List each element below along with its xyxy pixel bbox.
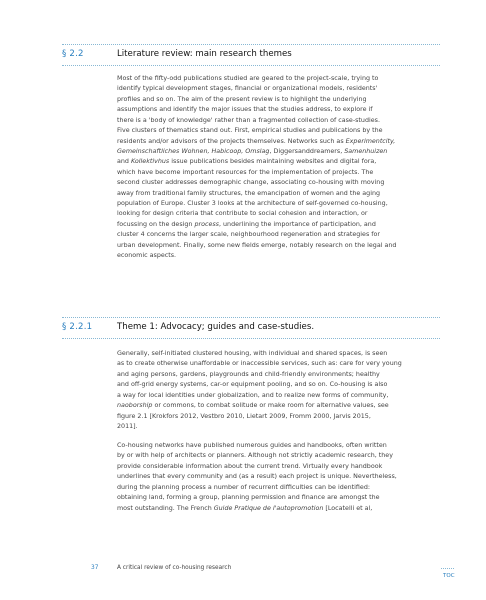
text-run: identify typical development stages, financial or organizational models, residents' — [117, 85, 378, 93]
text-line — [117, 157, 447, 167]
toc-link[interactable]: TOC — [443, 573, 455, 579]
text-run: , Diggersanddreamers, — [269, 147, 345, 155]
text-line — [117, 147, 447, 157]
text-line — [117, 230, 447, 240]
text-line — [117, 493, 447, 503]
text-run: assumptions and identify the major issues that the studies address, to explore if — [117, 106, 373, 114]
text-run: Gemeinschaftliches Wohnen, Habicoop, Omslag — [117, 147, 270, 155]
section-title: Literature review: main research themes — [117, 49, 292, 59]
toc-rule — [441, 568, 454, 569]
text-run: and — [117, 158, 131, 166]
text-run: a way for local identities under globalization, and to realize new forms of community, — [117, 391, 389, 399]
section-2-2-bottom-rule — [62, 65, 440, 66]
text-run: provide considerable information about the current trend. Virtually every handbook — [117, 462, 383, 470]
text-run: obtaining land, forming a group, planning permission and finance are amongst the — [117, 494, 380, 502]
text-run: figure 2.1 [Krokfors 2012, Vestbro 2010, Lietart 2009, Fromm 2000, Jarvis 2015, — [117, 412, 371, 420]
text-line — [117, 126, 447, 136]
text-run: there is a 'body of knowledge' rather than a fragmented collection of case-studies. — [117, 116, 380, 124]
text-line — [117, 84, 447, 94]
text-line — [117, 462, 447, 472]
text-line — [117, 483, 447, 493]
text-run: underlines that every community and (as a result) each project is unique. Nevertheless, — [117, 473, 397, 481]
text-line — [117, 349, 447, 359]
text-run: Samenhuizen — [344, 147, 388, 155]
section-2-2-1-bottom-rule — [62, 338, 440, 339]
text-run: Generally, self-initiated clustered housing, with individual and shared spaces, is seen — [117, 350, 388, 357]
text-line — [117, 412, 447, 422]
text-line — [117, 220, 447, 230]
text-run: profiles and so on. The aim of the present review is to highlight the underlying — [117, 95, 367, 103]
text-line — [117, 105, 447, 115]
text-run: Co-housing networks have published numerous guides and handbooks, often written — [117, 442, 387, 449]
text-line — [117, 168, 447, 178]
text-run: Guide Pratique de l'autopromotion — [213, 504, 324, 512]
section-2-2-1-paragraph-1 — [117, 349, 447, 432]
text-line — [117, 95, 447, 105]
text-line — [117, 178, 447, 188]
text-run: and aging persons, gardens, playgrounds and child-friendly environments; healthy — [117, 370, 380, 378]
text-run: economic aspects. — [117, 252, 177, 260]
text-line — [117, 137, 447, 147]
text-run: as to create otherwise unaffordable or inaccessible services, such as: care for very young — [117, 360, 402, 368]
text-line — [117, 472, 447, 482]
text-line — [117, 504, 447, 514]
text-line — [117, 74, 447, 84]
text-line — [117, 241, 447, 251]
section-2-2-1-paragraph-2 — [117, 441, 447, 514]
text-run: Kollektivhus — [130, 158, 170, 166]
text-line — [117, 370, 447, 380]
text-run: 2011]. — [117, 422, 138, 430]
text-run: residents and/or advisors of the projects themselves. Networks such as — [117, 137, 346, 145]
text-run: which have become important resources for the implementation of projects. The — [117, 168, 374, 176]
subsection-number: § 2.2.1 — [62, 322, 93, 332]
text-run: issue publications besides maintaining websites and digital fora, — [169, 158, 377, 166]
text-run: process — [194, 220, 219, 228]
section-2-2-paragraph — [117, 74, 447, 262]
text-line — [117, 189, 447, 199]
subsection-title: Theme 1: Advocacy; guides and case-studies. — [117, 322, 315, 332]
text-run: cluster 4 concerns the larger scale, neighbourhood regeneration and strategies for — [117, 231, 381, 239]
text-run: and off-grid energy systems, car-or equipment pooling, and so on. Co-housing is also — [117, 381, 388, 389]
text-run: focussing on the design — [117, 220, 195, 228]
text-run: away from traditional family structures, the emancipation of women and the aging — [117, 189, 380, 197]
text-line — [117, 441, 447, 451]
text-run: Five clusters of thematics stand out. First, empirical studies and publications by the — [117, 127, 383, 135]
text-line — [117, 401, 447, 411]
page-number: 37 — [91, 565, 99, 571]
section-2-2-top-rule — [62, 44, 440, 45]
text-run: Most of the fifty-odd publications studied are geared to the project-scale, trying to — [117, 75, 379, 82]
text-run: looking for design criteria that contribute to social cohesion and interaction, or — [117, 210, 368, 218]
text-line — [117, 199, 447, 209]
running-title: A critical review of co-housing research — [117, 565, 232, 571]
text-run: most outstanding. The French — [117, 504, 214, 512]
text-line — [117, 116, 447, 126]
text-run: naoborship — [117, 402, 153, 410]
text-run: by or with help of architects or planners. Although not strictly academic research, they — [117, 452, 393, 460]
text-line — [117, 451, 447, 461]
text-run: , underlining the importance of participation, and — [219, 220, 376, 228]
text-run: Experimentcity, — [345, 137, 396, 145]
text-run: [Locatelli et al, — [323, 504, 373, 512]
text-run: or commons, to combat solitude or make room for alternative values, see — [152, 402, 389, 410]
text-line — [117, 380, 447, 390]
section-2-2-heading — [62, 49, 440, 63]
text-run: second cluster addresses demographic change, associating co-housing with moving — [117, 179, 385, 187]
text-run: during the planning process a number of recurrent difficulties can be identified: — [117, 483, 370, 491]
text-line — [117, 209, 447, 219]
section-number: § 2.2 — [62, 49, 84, 59]
section-2-2-1-top-rule — [62, 317, 440, 318]
text-line — [117, 359, 447, 369]
text-line — [117, 391, 447, 401]
section-2-2-1-heading — [62, 322, 440, 336]
text-line — [117, 422, 447, 432]
text-run: urban development. Finally, some new fields emerge, notably research on the legal and — [117, 241, 397, 249]
text-line — [117, 251, 447, 261]
text-run: population of Europe. Cluster 3 looks at the architecture of self-governed co-housing, — [117, 200, 388, 208]
